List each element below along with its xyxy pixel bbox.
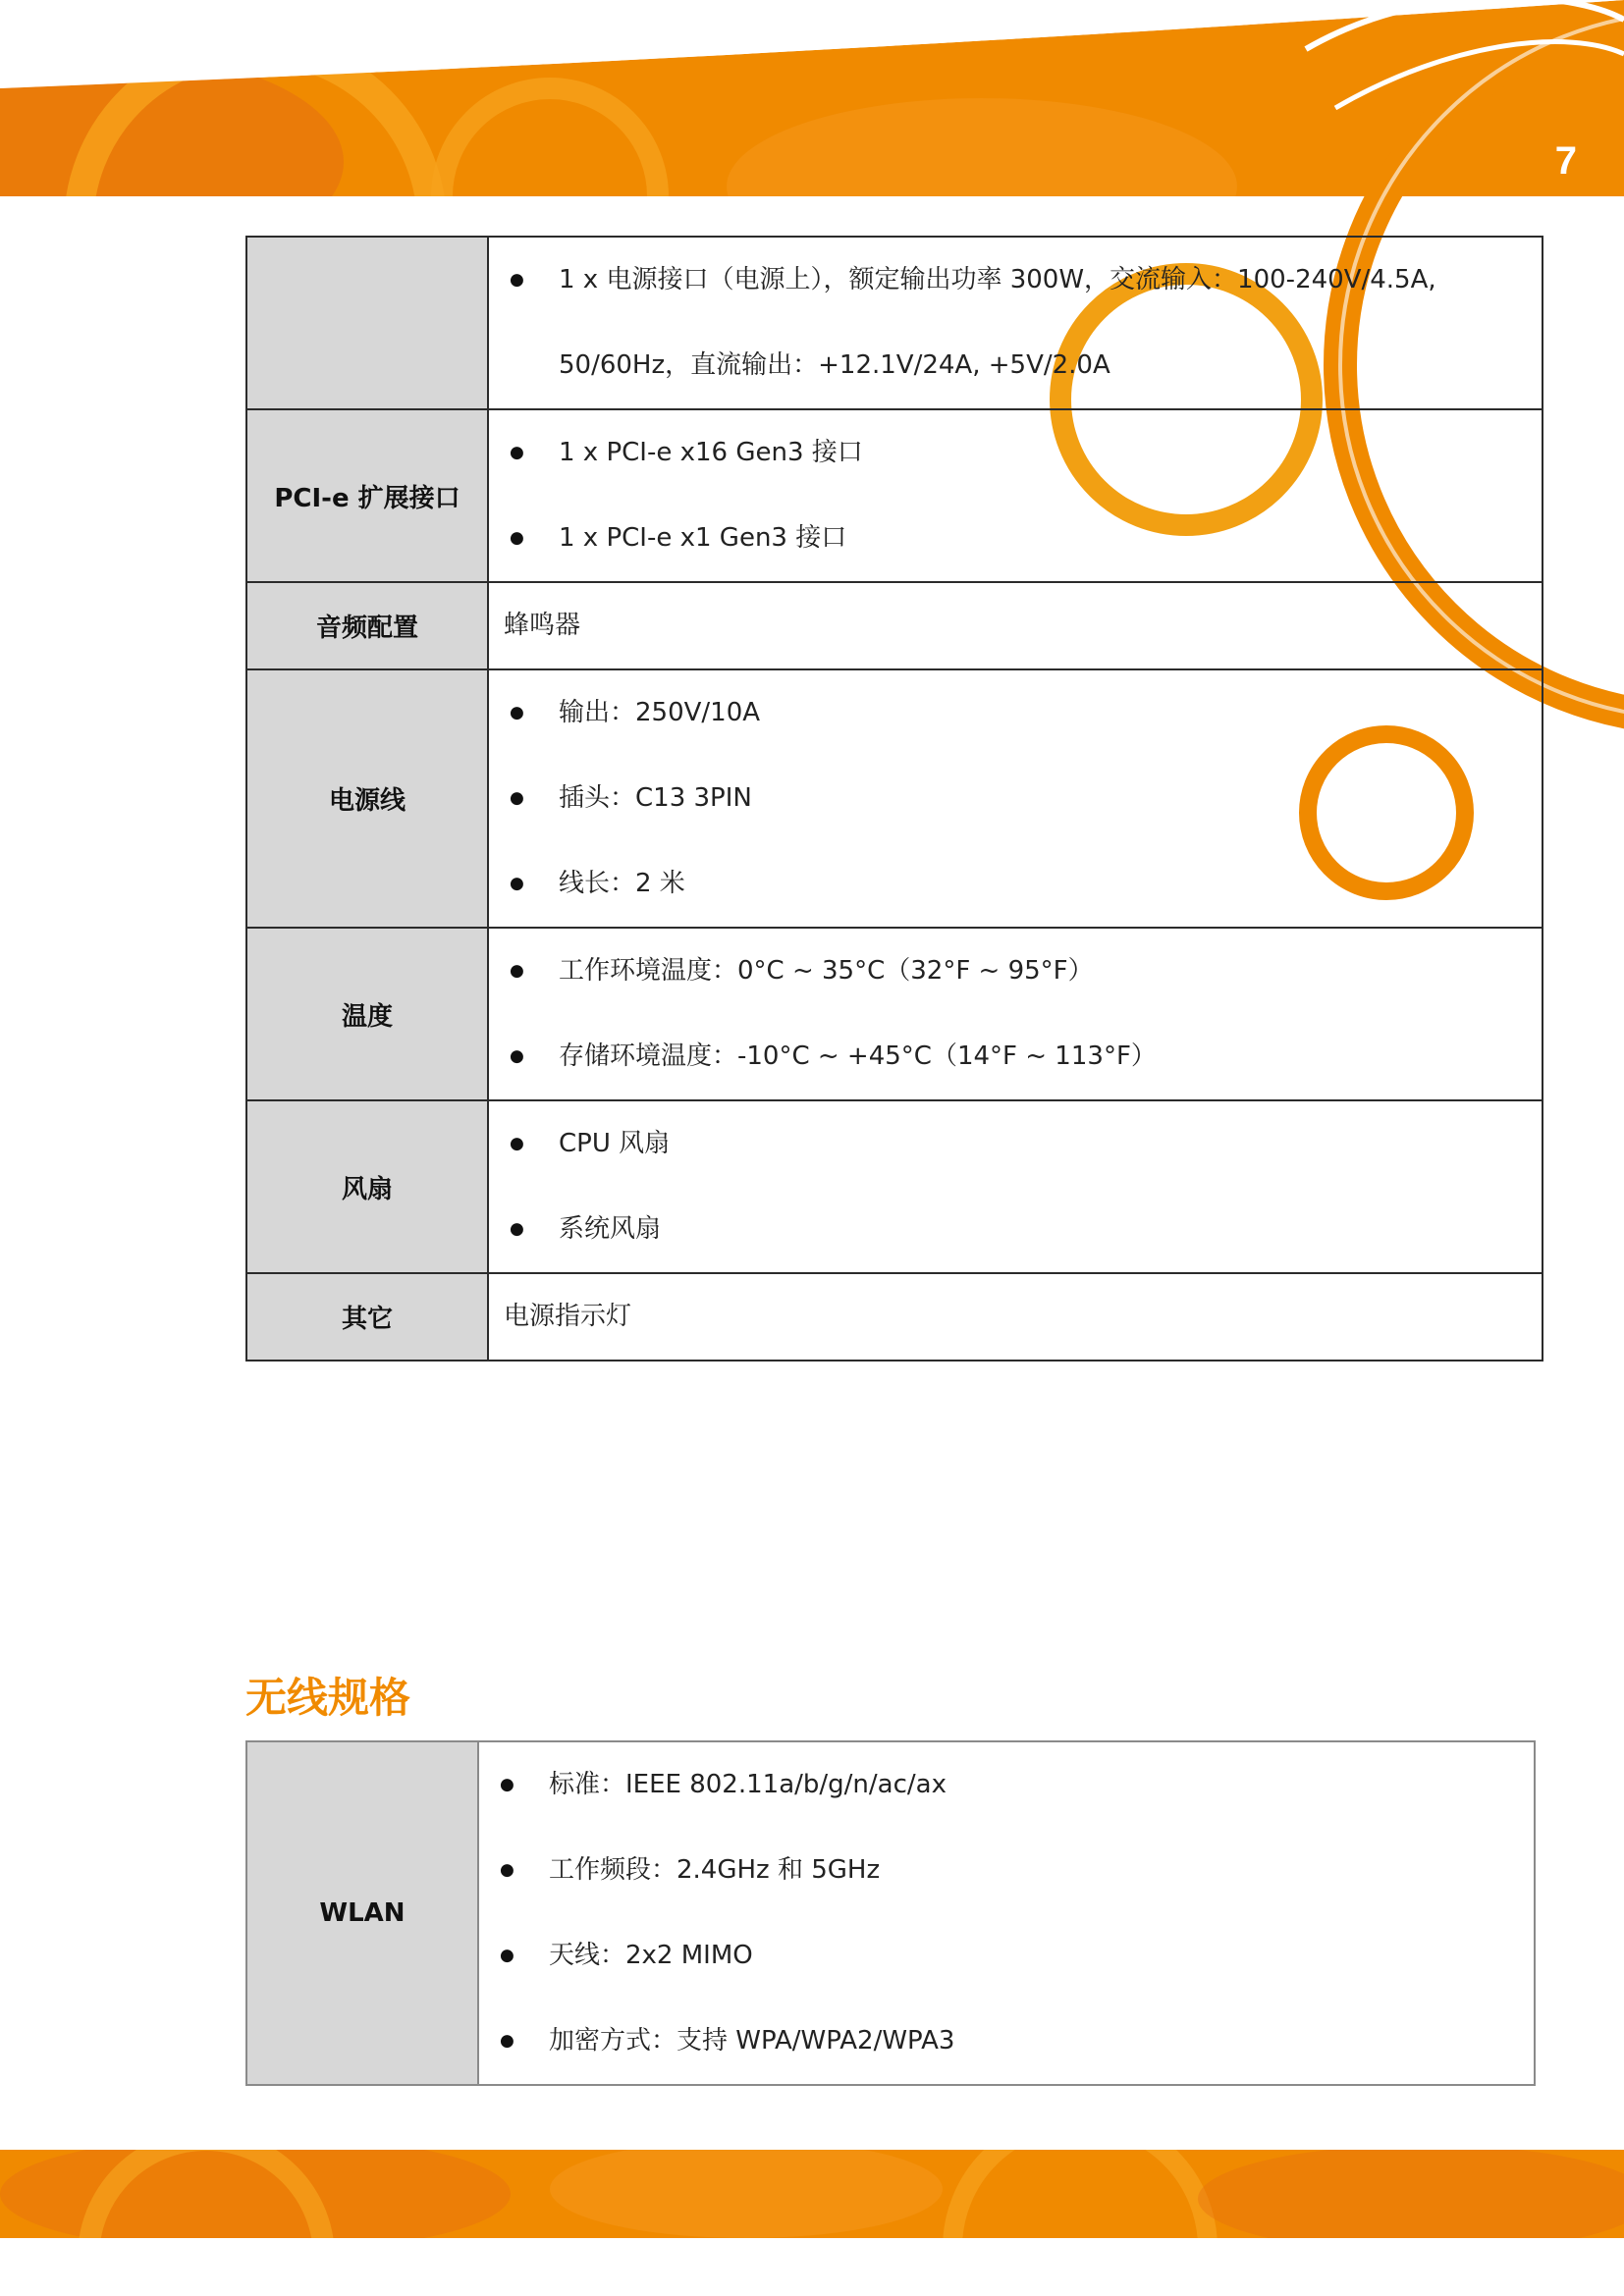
row-value: [478, 1741, 1535, 2085]
table-row: [246, 669, 1543, 928]
table-row: [246, 237, 1543, 409]
row-value: [488, 669, 1543, 928]
list-item: ● 1 x 电源接口（电源上），额定输出功率 300W，交流输入：100-240V/4.5A, 50/60Hz，直流输出：+12.1V/24A, +5V/2.0A: [504, 238, 1542, 408]
table-row: [246, 928, 1543, 1100]
row-label: WLAN: [246, 1741, 478, 2085]
list-item: ● 加密方式：支持 WPA/WPA2/WPA3: [494, 1999, 1534, 2084]
row-label: 其它: [246, 1273, 488, 1361]
row-value: [488, 237, 1543, 409]
table-row: [246, 409, 1543, 582]
list-item: ● 存储环境温度：-10°C ~ +45°C（14°F ~ 113°F）: [504, 1014, 1542, 1099]
list-item: ● 工作频段：2.4GHz 和 5GHz: [494, 1828, 1534, 1913]
list-item: ● CPU 风扇: [504, 1101, 1542, 1187]
list-item: ● 插头：C13 3PIN: [504, 756, 1542, 841]
row-label: 音频配置: [246, 582, 488, 669]
list-item: ● 1 x PCI-e x1 Gen3 接口: [504, 496, 1542, 581]
list-item: ● 工作环境温度：0°C ~ 35°C（32°F ~ 95°F）: [504, 929, 1542, 1014]
row-label: [246, 237, 488, 409]
table-row: [246, 582, 1543, 669]
row-label: 电源线: [246, 669, 488, 928]
row-value: [488, 1100, 1543, 1273]
row-value: 电源指示灯: [488, 1273, 1543, 1361]
hardware-spec-table: [245, 236, 1543, 1362]
wireless-spec-table: [245, 1740, 1536, 2086]
row-label: PCI-e 扩展接口: [246, 409, 488, 582]
table-row: [246, 1741, 1535, 2085]
page-number: 7: [1554, 139, 1577, 183]
row-label: 风扇: [246, 1100, 488, 1273]
list-item: ● 系统风扇: [504, 1187, 1542, 1272]
row-value: [488, 409, 1543, 582]
table-row: [246, 1100, 1543, 1273]
row-value: [488, 928, 1543, 1100]
list-item: ● 1 x PCI-e x16 Gen3 接口: [504, 410, 1542, 496]
section-title: 无线规格: [245, 1674, 411, 1722]
row-label: 温度: [246, 928, 488, 1100]
row-value: 蜂鸣器: [488, 582, 1543, 669]
list-item: ● 输出：250V/10A: [504, 670, 1542, 756]
table-row: [246, 1273, 1543, 1361]
list-item: ● 标准：IEEE 802.11a/b/g/n/ac/ax: [494, 1742, 1534, 1828]
list-item: ● 天线：2x2 MIMO: [494, 1913, 1534, 1999]
list-item: ● 线长：2 米: [504, 841, 1542, 927]
